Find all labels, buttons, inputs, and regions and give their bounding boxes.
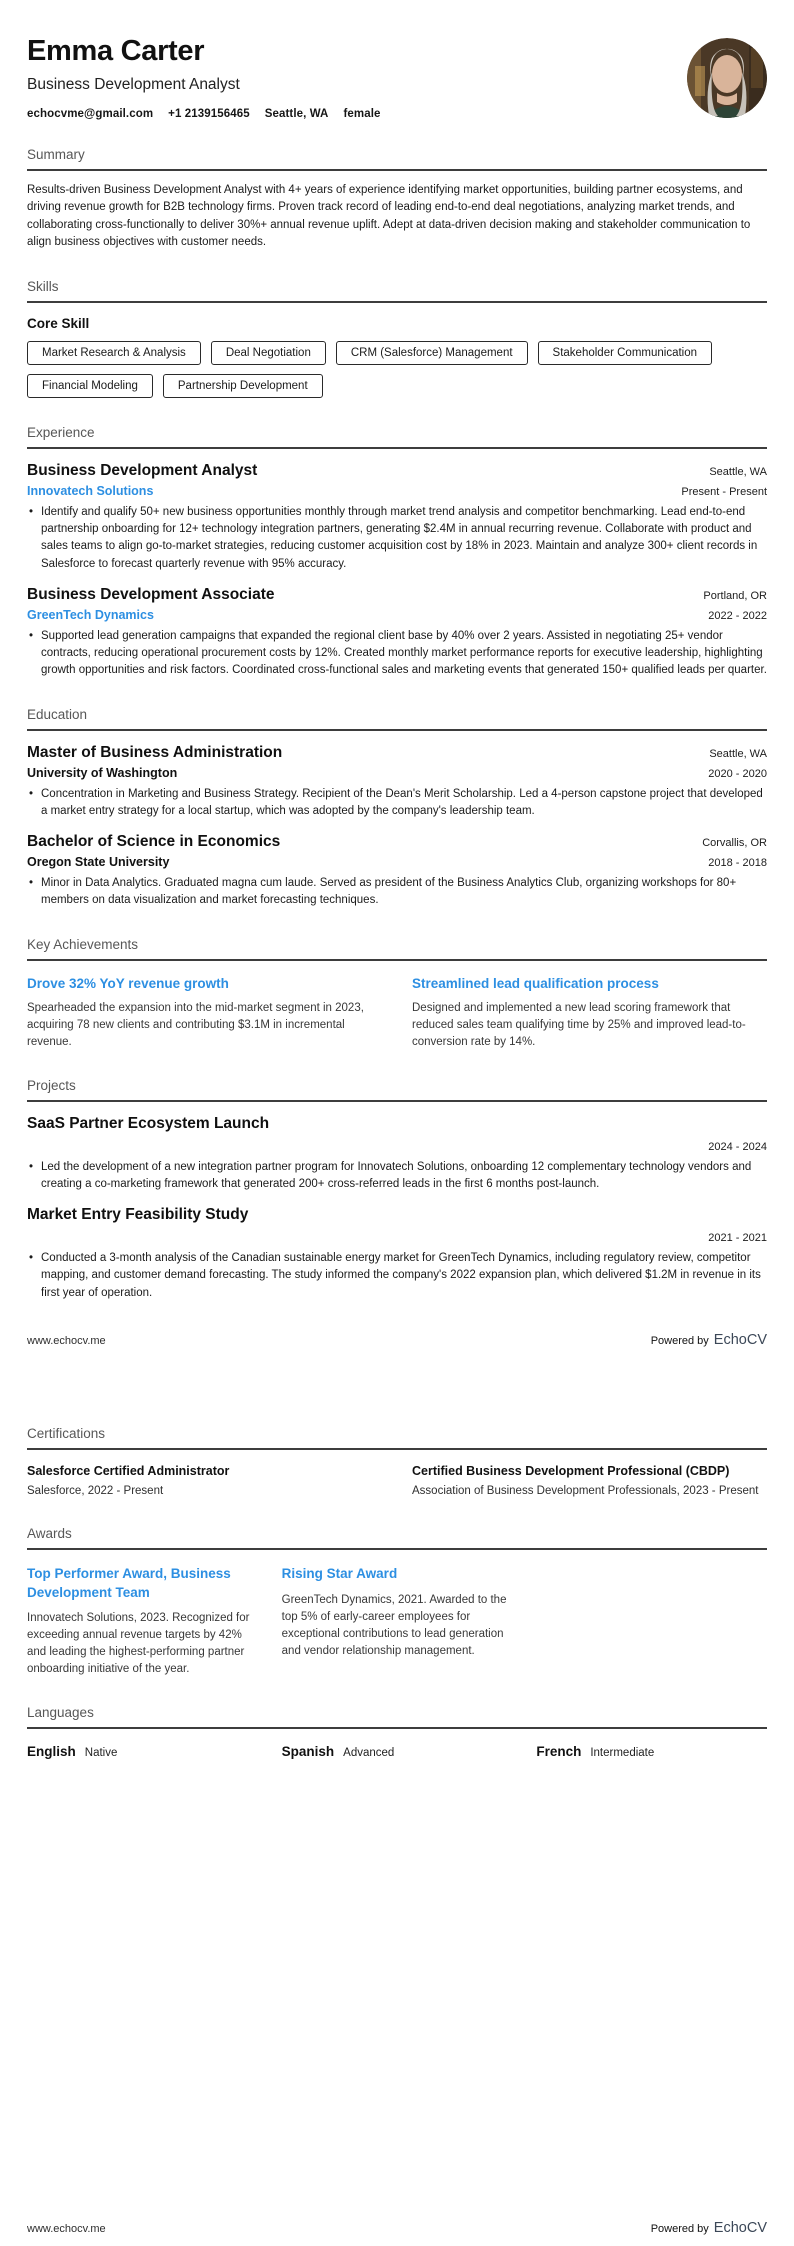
degree-title: Master of Business Administration (27, 743, 283, 761)
section-experience (27, 425, 767, 680)
section-divider (27, 447, 767, 449)
powered-prefix: Powered by (650, 2223, 709, 2235)
powered-by (651, 2220, 767, 2236)
skill-group-label: Core Skill (27, 315, 90, 331)
section-divider (27, 959, 767, 961)
achievement-title-link[interactable]: Streamlined lead qualification process (412, 975, 659, 991)
page1-footer (27, 1332, 767, 1348)
job-bullet: • Supported lead generation campaigns that expanded the regional client base by 40% over 2 years. Assisted in negotiating 25+ vendor contracts, reducing operational procurement costs by 12%. Created monthly market performance reports for executive leadership, highlighting growth opportunities and risk factors. Coordinated cross-functional sales and marketing events that generated 150+ qualified leads per quarter. (27, 628, 767, 680)
section-summary (27, 147, 767, 252)
section-skills (27, 279, 767, 398)
award-title-link[interactable]: Top Performer Award, Business Development Team (27, 1566, 231, 1600)
header (27, 36, 767, 120)
education-entry (27, 833, 767, 910)
header-text (27, 36, 396, 120)
education-entry (27, 744, 767, 821)
language-name: French (536, 1743, 582, 1759)
award-text: GreenTech Dynamics, 2021. Awarded to the top 5% of early-career employees for exceptional contributions to lead generation and vendor relationship management. (281, 1593, 507, 1657)
achievement-text: Designed and implemented a new lead scoring framework that reduced sales team qualifying time by 25% and improved lead-to-conversion rate by 14%. (412, 1001, 746, 1048)
section-divider (27, 169, 767, 171)
language-name: Spanish (281, 1743, 335, 1759)
section-certifications (27, 1426, 767, 1500)
page2-footer (27, 2220, 767, 2236)
job-location: Portland, OR (703, 589, 767, 602)
section-achievements (27, 937, 767, 1051)
projects-heading: Projects (27, 1077, 76, 1093)
skill-chip-list (27, 341, 767, 398)
contact-location: Seattle, WA (264, 107, 329, 120)
certifications-heading: Certifications (27, 1425, 106, 1441)
certification-title: Salesforce Certified Administrator (27, 1463, 230, 1478)
awards-heading: Awards (27, 1526, 72, 1542)
section-divider (27, 1727, 767, 1729)
certification-org: Salesforce, 2022 - Present (27, 1484, 164, 1497)
certification-item (27, 1464, 382, 1500)
language-level: Intermediate (590, 1746, 655, 1759)
achievement-title-link[interactable]: Drove 32% YoY revenue growth (27, 975, 229, 991)
award-item (27, 1565, 258, 1678)
certification-item (412, 1464, 767, 1500)
section-divider (27, 1548, 767, 1550)
education-bullet: • Concentration in Marketing and Business Strategy. Recipient of the Dean's Merit Scholarship. Led a 4-person capstone project that developed a market entry strategy for a local startup, which was adopted by the company's leadership team. (27, 786, 767, 821)
certification-title: Certified Business Development Professional (CBDP) (412, 1463, 730, 1478)
school-name: University of Washington (27, 765, 178, 780)
job-dates: Present - Present (681, 485, 767, 498)
award-title-link[interactable]: Rising Star Award (281, 1566, 398, 1582)
skill-chip: Market Research & Analysis (27, 341, 201, 365)
project-dates: 2024 - 2024 (708, 1140, 767, 1153)
skill-chip: Deal Negotiation (211, 341, 326, 365)
section-divider (27, 1448, 767, 1450)
language-item (536, 1744, 767, 1759)
company-link[interactable]: Innovatech Solutions (27, 483, 154, 498)
degree-title: Bachelor of Science in Economics (27, 833, 281, 851)
section-awards (27, 1526, 767, 1678)
education-dates: 2020 - 2020 (708, 767, 767, 780)
powered-prefix: Powered by (650, 1334, 709, 1347)
job-title: Business Development Associate (27, 585, 275, 603)
skill-chip: Stakeholder Communication (538, 341, 712, 365)
achievement-item (412, 976, 767, 1051)
job-dates: 2022 - 2022 (708, 609, 767, 622)
project-bullet: • Led the development of a new integration partner program for Innovatech Solutions, onboarding 12 complementary technology vendors and creating a co-marketing framework that generated 200+ cross-referred leads in the first 6 months post-launch. (27, 1159, 767, 1194)
education-heading: Education (27, 706, 88, 722)
award-item (282, 1565, 513, 1678)
job-location: Seattle, WA (709, 465, 767, 478)
school-location: Seattle, WA (709, 747, 767, 760)
award-item-empty (536, 1565, 767, 1678)
language-level: Native (84, 1746, 118, 1759)
experience-entry (27, 586, 767, 680)
echocv-brand-link[interactable]: EchoCV (713, 1331, 767, 1348)
summary-text: Results-driven Business Development Analyst with 4+ years of experience identifying market opportunities, building partner ecosystems, and driving revenue growth for B2B technology firms. Proven track record of leading end-to-end deal negotiations, analyzing market trends, and collaborating cross-functionally to deliver 30%+ annual revenue uplift. Adept at data-driven decision making and stakeholder communication to align business objectives with customer needs. (27, 183, 751, 249)
footer-site-link[interactable]: www.echocv.me (27, 1334, 106, 1347)
contact-phone: +1 2139156465 (168, 107, 250, 120)
project-dates: 2021 - 2021 (708, 1232, 767, 1245)
education-dates: 2018 - 2018 (708, 857, 767, 870)
language-item (282, 1744, 513, 1759)
job-title: Business Development Analyst (27, 461, 258, 479)
section-projects (27, 1078, 767, 1302)
achievement-text: Spearheaded the expansion into the mid-market segment in 2023, acquiring 78 new clients and contributing $3.1M in incremental revenue. (27, 1001, 364, 1048)
skill-chip: CRM (Salesforce) Management (336, 341, 528, 365)
company-link[interactable]: GreenTech Dynamics (27, 607, 154, 622)
language-item (27, 1744, 258, 1759)
section-divider (27, 729, 767, 731)
skill-chip: Financial Modeling (27, 374, 153, 398)
project-entry (27, 1206, 767, 1302)
achievement-item (27, 976, 382, 1051)
powered-by (651, 1332, 767, 1348)
person-job-title: Business Development Analyst (27, 75, 240, 93)
section-languages (27, 1705, 767, 1759)
section-education (27, 707, 767, 910)
contact-gender: female (343, 107, 381, 120)
achievements-heading: Key Achievements (27, 936, 139, 952)
education-bullet: • Minor in Data Analytics. Graduated magna cum laude. Served as president of the Business Analytics Club, organizing workshops for 80+ members on data visualization and market forecasting techniques. (27, 875, 767, 910)
project-title: Market Entry Feasibility Study (27, 1206, 249, 1224)
contact-line (27, 108, 396, 120)
award-text: Innovatech Solutions, 2023. Recognized for exceeding annual revenue targets by 42% and leading the highest-performing partner onboarding initiative of the year. (27, 1611, 250, 1675)
contact-email: echocvme@gmail.com (27, 107, 154, 120)
skill-chip: Partnership Development (163, 374, 323, 398)
job-bullet: • Identify and qualify 50+ new business opportunities monthly through market trend analysis and competitor benchmarking. Lead end-to-end partnership onboarding for 12+ technology integration partners, generating $2.4M in annual recurring revenue. Collaborate with product and sales teams to align go-to-market strategies, reducing customer acquisition cost by 18% in 2023. Maintain and analyze 300+ client records in Salesforce to forecast quarterly revenue with 95% accuracy. (27, 504, 767, 573)
school-location: Corvallis, OR (702, 837, 767, 850)
section-divider (27, 301, 767, 303)
skills-heading: Skills (27, 278, 59, 294)
project-entry (27, 1115, 767, 1194)
certification-org: Association of Business Development Professionals, 2023 - Present (412, 1484, 759, 1497)
project-bullet: • Conducted a 3-month analysis of the Canadian sustainable energy market for GreenTech Dynamics, including regulatory review, competitor mapping, and customer demand forecasting. The study informed the company's 2022 expansion plan, which delivered $1.2M in revenue in its first year of operation. (27, 1250, 767, 1302)
project-title: SaaS Partner Ecosystem Launch (27, 1114, 270, 1132)
echocv-brand-link[interactable]: EchoCV (713, 2220, 767, 2236)
experience-entry (27, 462, 767, 573)
experience-heading: Experience (27, 424, 95, 440)
profile-photo (687, 38, 767, 118)
summary-heading: Summary (27, 146, 85, 162)
languages-heading: Languages (27, 1704, 94, 1720)
language-level: Advanced (343, 1746, 395, 1759)
section-divider (27, 1100, 767, 1102)
person-name: Emma Carter (27, 35, 205, 67)
school-name: Oregon State University (27, 855, 170, 870)
language-name: English (27, 1743, 76, 1759)
footer-site-link[interactable]: www.echocv.me (27, 2223, 106, 2235)
